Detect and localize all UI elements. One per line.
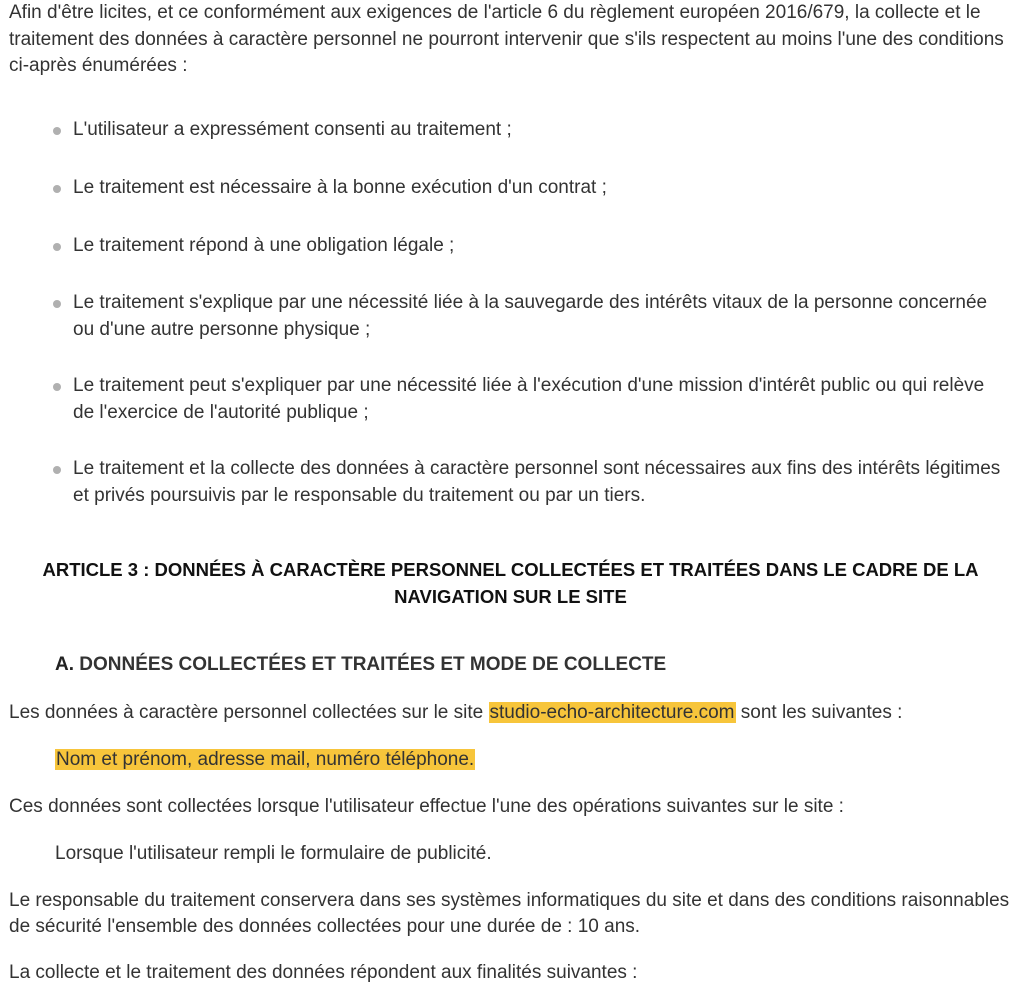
section-a-title: DONNÉES COLLECTÉES ET TRAITÉES ET MODE DE COLLECTE [79, 654, 667, 675]
list-item-text: Le traitement s'explique par une nécessité liée à la sauvegarde des intérêts vitaux de la personne concernée ou d'une autre personne physique ; [73, 292, 988, 340]
bullet-dot-icon [53, 243, 61, 251]
bullet-dot-icon [53, 127, 61, 135]
collected-data-outro: sont les suivantes : [740, 702, 903, 723]
site-name-highlight: studio-echo-architecture.com [489, 702, 735, 723]
list-item-text: Le traitement est nécessaire à la bonne exécution d'un contrat ; [73, 177, 607, 198]
list-item-text: Le traitement répond à une obligation légale ; [73, 235, 455, 256]
section-a-heading [55, 654, 666, 676]
collected-data-sentence [9, 702, 902, 724]
list-item-text: Le traitement et la collecte des données à caractère personnel sont nécessaires aux fins des intérêts légitimes et privés poursuivis par le responsable du traitement ou par un tiers. [73, 458, 1001, 506]
list-item [73, 233, 1008, 260]
bullet-dot-icon [53, 185, 61, 193]
article-3-title: ARTICLE 3 : DONNÉES À CARACTÈRE PERSONNEL COLLECTÉES ET TRAITÉES DANS LE CADRE DE LA NAVIGATION SUR LE SITE [42, 559, 979, 607]
list-item-text: Le traitement peut s'expliquer par une nécessité liée à l'exécution d'une mission d'intérêt public ou qui relève de l'exercice de l'autorité publique ; [73, 375, 985, 423]
list-item [73, 175, 1008, 202]
section-a-letter: A. [55, 654, 74, 675]
collected-data-highlight: Nom et prénom, adresse mail, numéro téléphone. [56, 749, 475, 770]
list-item [73, 117, 1008, 144]
retention-paragraph: Le responsable du traitement conservera dans ses systèmes informatiques du site et dans des conditions raisonnables de sécurité l'ensemble des données collectées pour une durée de : 10 ans. [9, 890, 1010, 937]
collected-data-list [55, 749, 475, 771]
list-item [73, 456, 1008, 509]
bullet-dot-icon [53, 383, 61, 391]
list-item [73, 373, 1008, 426]
bullet-dot-icon [53, 466, 61, 474]
list-item-text: L'utilisateur a expressément consenti au traitement ; [73, 119, 512, 140]
collection-operation: Lorsque l'utilisateur rempli le formulaire de publicité. [55, 843, 492, 864]
intro-paragraph: Afin d'être licites, et ce conformément aux exigences de l'article 6 du règlement européen 2016/679, la collecte et le traitement des données à caractère personnel ne pourront intervenir que s'ils respectent au moins l'une des conditions ci-après énumérées : [9, 2, 1004, 76]
collection-moment: Ces données sont collectées lorsque l'utilisateur effectue l'une des opérations suivantes sur le site : [9, 796, 844, 817]
purposes-sentence: La collecte et le traitement des données répondent aux finalités suivantes : [9, 962, 638, 983]
list-item [73, 290, 1008, 343]
collected-data-intro: Les données à caractère personnel collectées sur le site [9, 702, 484, 723]
bullet-dot-icon [53, 300, 61, 308]
